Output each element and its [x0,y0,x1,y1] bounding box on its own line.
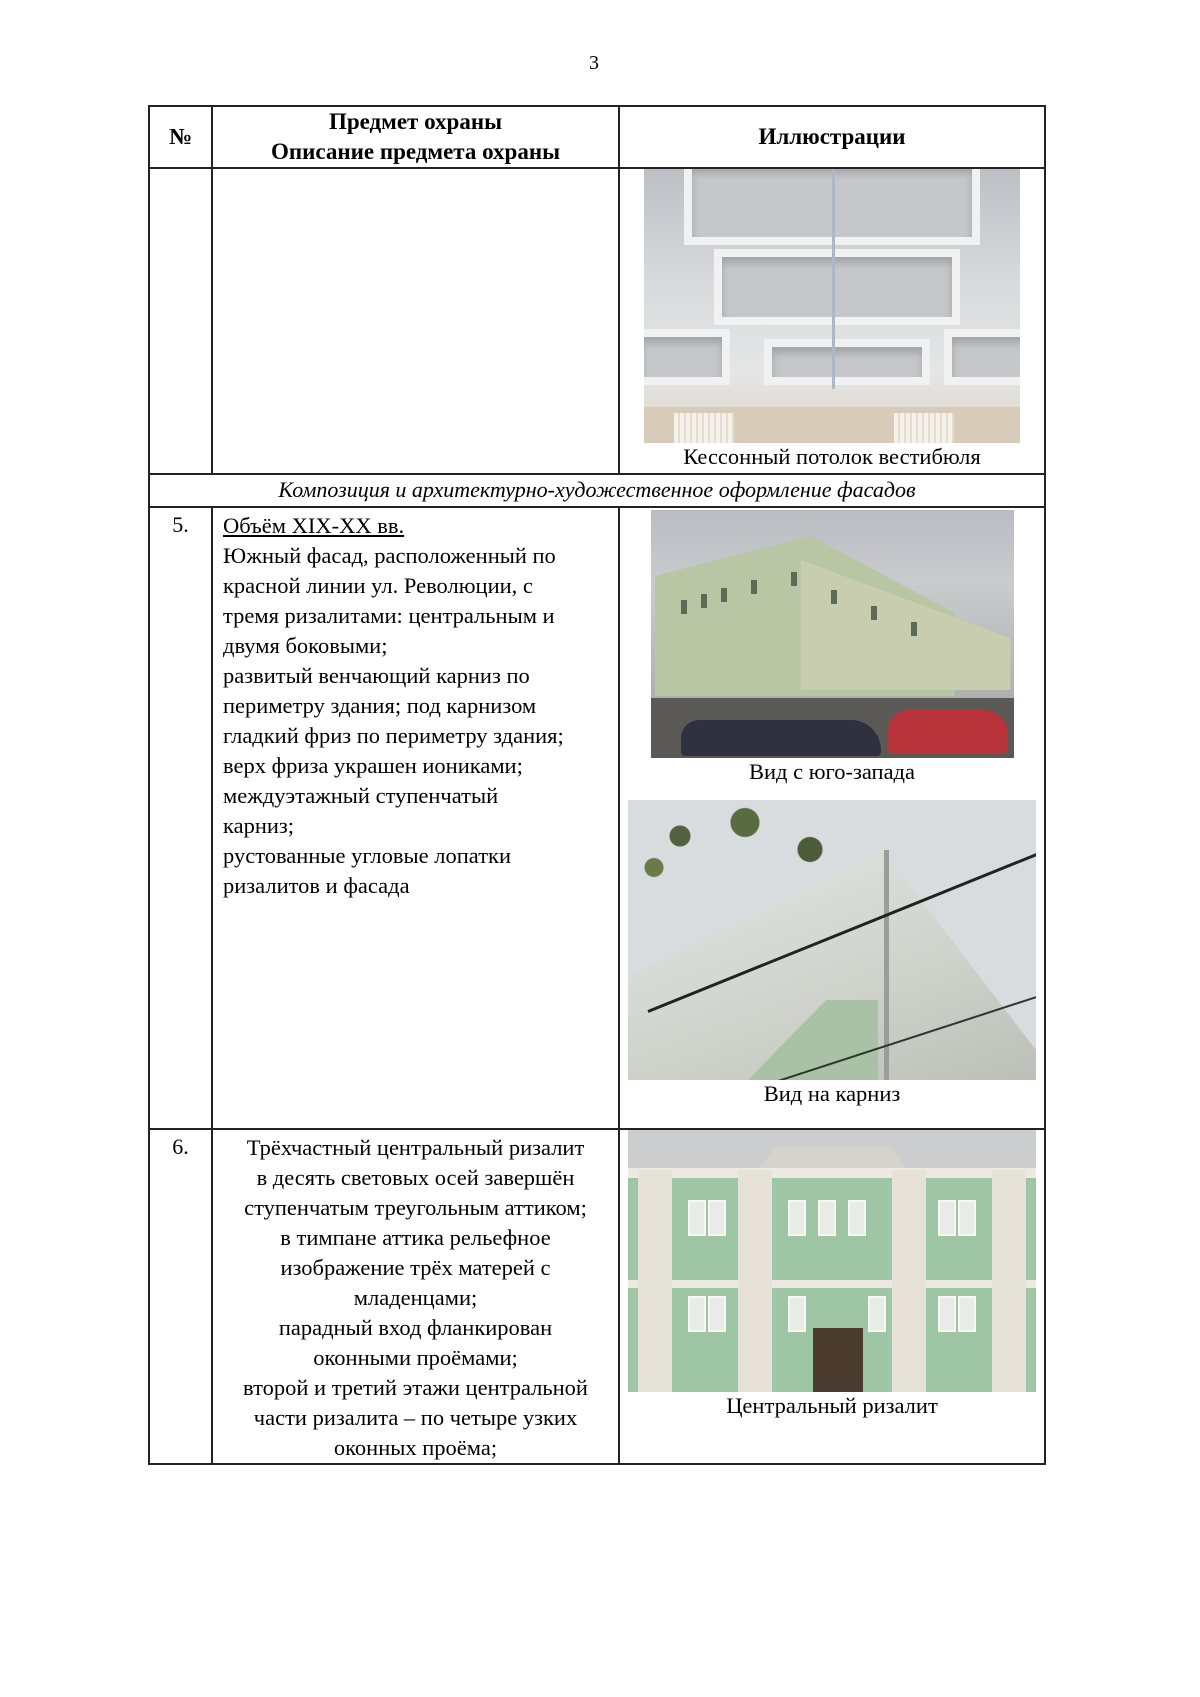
photo-coffered-ceiling-icon [644,169,1020,443]
description-line: оконными проёмами; [313,1345,518,1370]
table-row [149,1129,1045,1464]
header-subject-line2: Описание предмета охраны [270,139,561,164]
description-line: Трёхчастный центральный ризалит [246,1135,585,1160]
table-row [149,507,1045,1129]
description-line: верх фриза украшен иониками; [223,753,523,778]
row-illustrations-cell [619,168,1045,474]
description-line: Южный фасад, расположенный по [223,543,556,568]
photo-central-risalit-icon [628,1130,1036,1392]
table-row [149,168,1045,474]
description-line: парадный вход фланкирован [278,1315,553,1340]
header-number: № [149,106,212,168]
description-line: гладкий фриз по периметру здания; [223,723,564,748]
description-line: рустованные угловые лопатки [223,843,511,868]
photo-caption: Кессонный потолок вестибюля [683,444,981,469]
item-heading: Объём XIX-XX вв. [223,513,405,538]
row-description-cell [212,168,619,474]
row-illustrations-cell [619,1129,1045,1464]
description-line: периметру здания; под карнизом [223,693,537,718]
description-line: младенцами; [353,1285,478,1310]
section-title: Композиция и архитектурно-художественное оформление фасадов [149,474,1045,507]
photo-building-southwest-icon [651,510,1014,758]
description-line: второй и третий этажи центральной [243,1375,588,1400]
page-number: 3 [589,52,599,74]
photo-cornice-icon [628,800,1036,1080]
row-illustrations-cell [619,507,1045,1129]
description-line: изображение трёх матерей с [280,1255,551,1280]
description-line: ризалитов и фасада [223,873,410,898]
row-number-cell [149,168,212,474]
header-subject [212,106,619,168]
row-number-cell: 5. [149,507,212,1129]
description-line: в тимпане аттика рельефное [280,1225,551,1250]
row-number-cell: 6. [149,1129,212,1464]
description-line: в десять световых осей завершён [256,1165,575,1190]
description-line: двумя боковыми; [223,633,388,658]
section-header-row [149,474,1045,507]
photo-caption: Центральный ризалит [726,1393,938,1418]
row-description-cell [212,507,619,1129]
header-subject-line1: Предмет охраны [328,109,503,134]
header-illustrations: Иллюстрации [619,106,1045,168]
description-line: оконных проёма; [333,1435,498,1460]
description-line: части ризалита – по четыре узких [253,1405,578,1430]
description-line: междуэтажный ступенчатый [223,783,499,808]
table-header-row [149,106,1045,168]
description-line: развитый венчающий карниз по [223,663,530,688]
protection-subject-table [148,105,1046,1465]
description-line: красной линии ул. Революции, с [223,573,533,598]
photo-caption: Вид с юго-запада [749,759,915,784]
description-line: карниз; [223,813,295,838]
description-line: тремя ризалитами: центральным и [223,603,555,628]
row-description-cell [212,1129,619,1464]
description-line: ступенчатым треугольным аттиком; [244,1195,587,1220]
photo-caption: Вид на карниз [763,1081,901,1106]
